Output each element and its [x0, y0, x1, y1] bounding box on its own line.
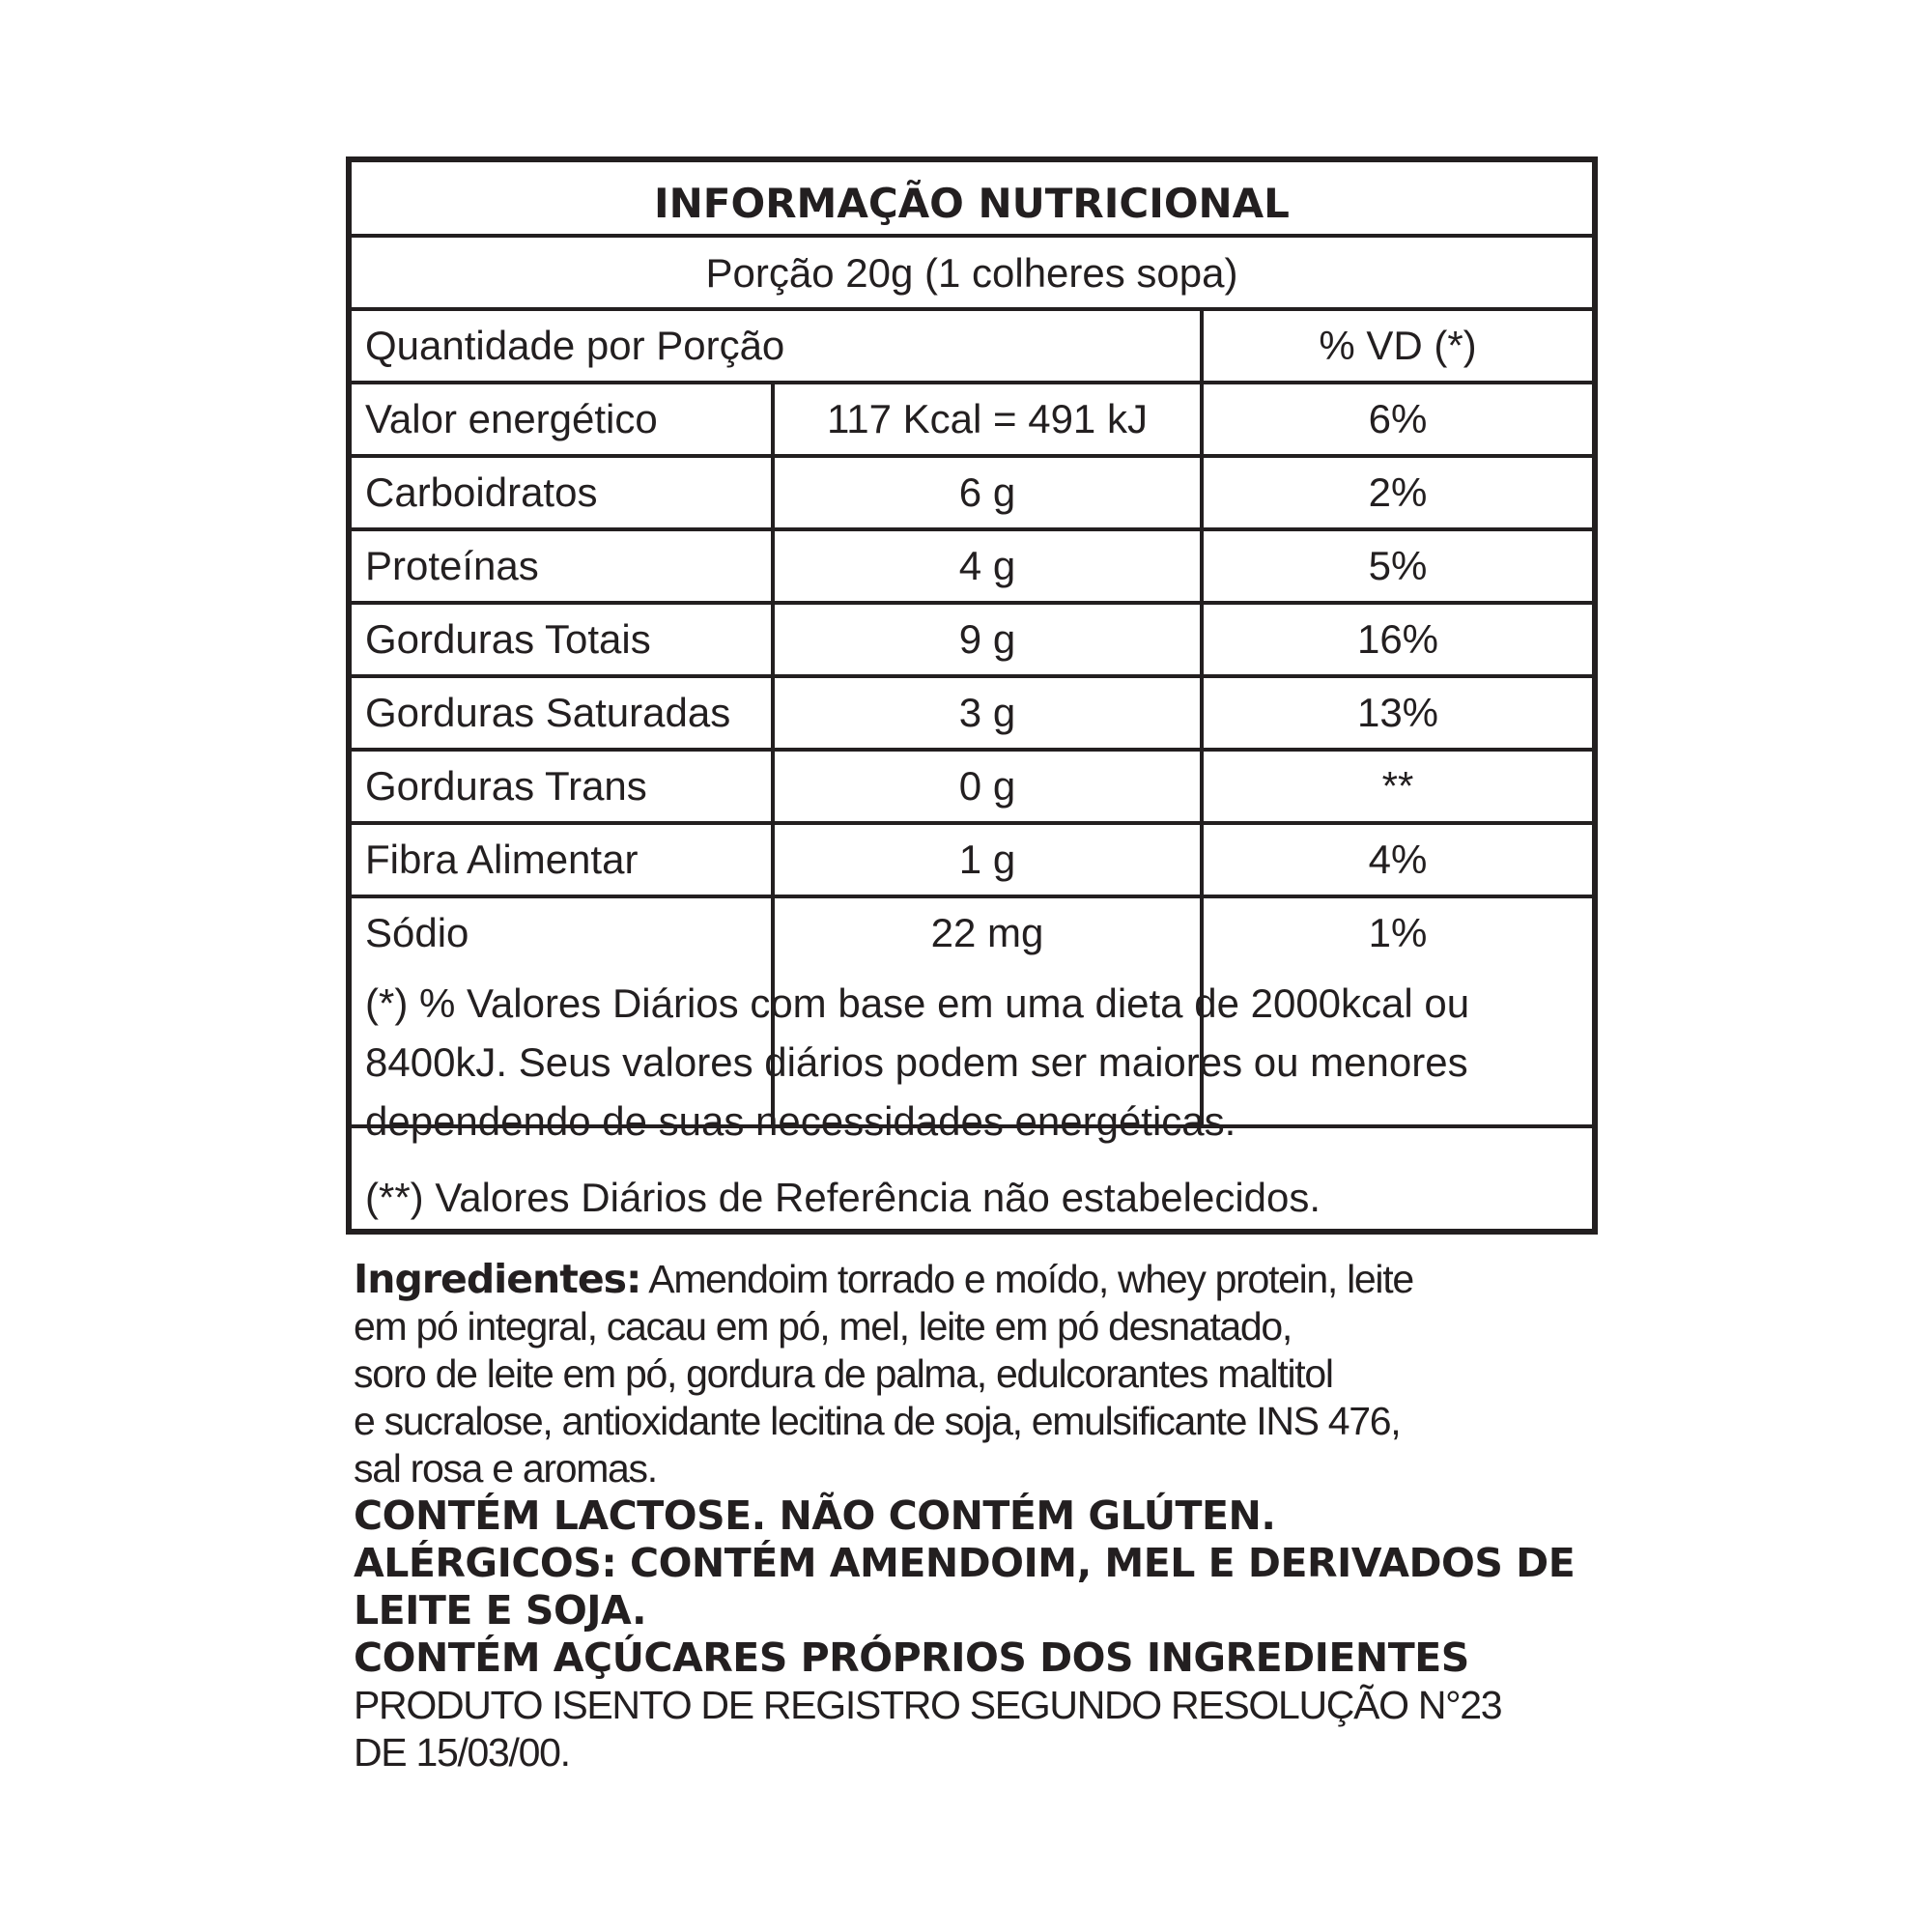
nutrient-name: Valor energético — [365, 396, 658, 441]
nutrient-name: Sódio — [365, 910, 469, 955]
ingredients-line: e sucralose, antioxidante lecitina de soja, emulsificante INS 476, — [354, 1399, 1401, 1443]
footnote-line: (*) % Valores Diários com base em uma dieta de 2000kcal ou — [365, 980, 1470, 1026]
footnote-daily-values — [365, 974, 1582, 1151]
nutrient-name: Gorduras Saturadas — [365, 690, 731, 735]
divider — [352, 307, 1592, 311]
nutrient-name: Proteínas — [365, 543, 539, 588]
ingredients-line — [354, 1256, 1609, 1303]
nutrient-amount: 9 g — [958, 616, 1016, 662]
portion-size: Porção 20g (1 colheres sopa) — [705, 250, 1238, 296]
row-divider — [352, 601, 1592, 605]
registration-notice: PRODUTO ISENTO DE REGISTRO SEGUNDO RESOLUÇÃO N°23 — [354, 1683, 1502, 1727]
row-divider — [352, 454, 1592, 458]
allergens-warning: LEITE E SOJA. — [354, 1587, 647, 1634]
registration-notice: DE 15/03/00. — [354, 1730, 570, 1775]
nutrient-amount: 22 mg — [930, 910, 1044, 955]
footnote-reference: (**) Valores Diários de Referência não estabelecidos. — [365, 1175, 1321, 1220]
ingredients-text: Amendoim torrado e moído, whey protein, leite — [640, 1257, 1413, 1301]
nutrient-vd: 13% — [1356, 690, 1439, 735]
row-divider — [352, 895, 1592, 898]
nutrient-amount: 4 g — [958, 543, 1016, 588]
lactose-gluten-warning: CONTÉM LACTOSE. NÃO CONTÉM GLÚTEN. — [354, 1492, 1276, 1539]
nutrient-amount: 0 g — [958, 763, 1016, 809]
divider — [352, 381, 1592, 384]
ingredients-section — [354, 1256, 1609, 1776]
header-vd: % VD (*) — [1319, 323, 1477, 368]
row-divider — [352, 821, 1592, 825]
nutrient-vd: ** — [1381, 763, 1414, 809]
nutrient-name: Fibra Alimentar — [365, 837, 639, 882]
nutrient-vd: 5% — [1368, 543, 1428, 588]
sugars-warning: CONTÉM AÇÚCARES PRÓPRIOS DOS INGREDIENTES — [354, 1634, 1469, 1681]
allergens-warning: ALÉRGICOS: CONTÉM AMENDOIM, MEL E DERIVADOS DE — [354, 1540, 1576, 1586]
row-divider — [352, 527, 1592, 531]
table-title: INFORMAÇÃO NUTRICIONAL — [654, 180, 1290, 227]
nutrient-name: Gorduras Totais — [365, 616, 651, 662]
nutrient-amount: 1 g — [958, 837, 1016, 882]
footnote-line: dependendo de suas necessidades energéticas. — [365, 1098, 1236, 1144]
nutrient-amount: 6 g — [958, 469, 1016, 515]
ingredients-line: em pó integral, cacau em pó, mel, leite em pó desnatado, — [354, 1304, 1293, 1349]
nutrition-facts-table — [346, 156, 1598, 1235]
row-divider — [352, 674, 1592, 678]
nutrient-name: Carboidratos — [365, 469, 598, 515]
nutrient-amount: 117 Kcal = 491 kJ — [827, 396, 1148, 441]
nutrient-vd: 1% — [1368, 910, 1428, 955]
nutrient-vd: 16% — [1356, 616, 1439, 662]
nutrient-vd: 2% — [1368, 469, 1428, 515]
header-quantity: Quantidade por Porção — [365, 323, 785, 368]
divider — [352, 234, 1592, 238]
nutrient-name: Gorduras Trans — [365, 763, 647, 809]
nutrient-vd: 6% — [1368, 396, 1428, 441]
nutrient-vd: 4% — [1368, 837, 1428, 882]
footnote-line: 8400kJ. Seus valores diários podem ser maiores ou menores — [365, 1039, 1468, 1085]
ingredients-line: sal rosa e aromas. — [354, 1446, 657, 1491]
row-divider — [352, 748, 1592, 752]
ingredients-line: soro de leite em pó, gordura de palma, edulcorantes maltitol — [354, 1351, 1333, 1396]
nutrient-amount: 3 g — [958, 690, 1016, 735]
ingredients-label: Ingredientes: — [354, 1256, 641, 1302]
